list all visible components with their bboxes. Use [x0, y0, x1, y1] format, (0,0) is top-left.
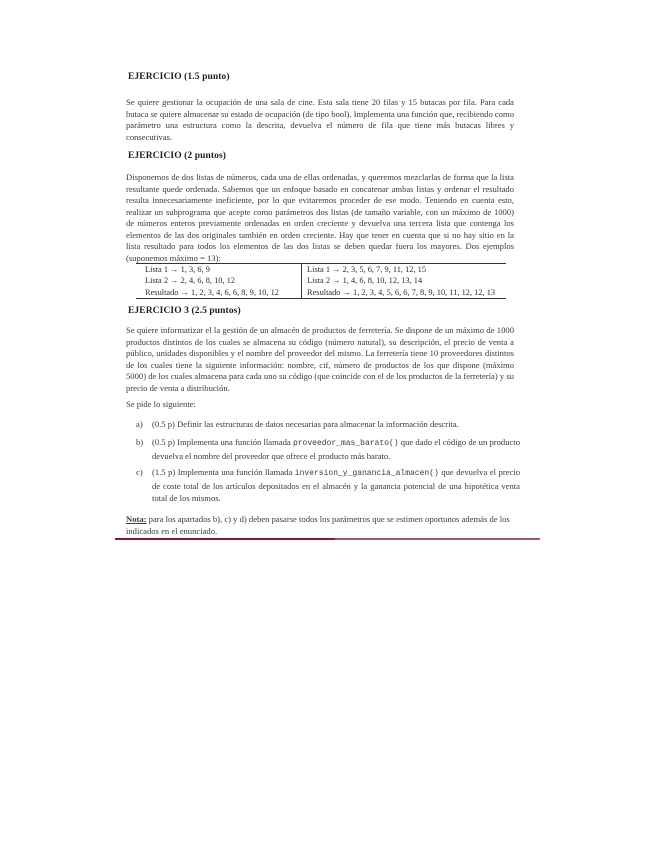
table-cell: Lista 2 → 1, 4, 6, 8, 10, 12, 13, 14 — [307, 276, 423, 286]
item-b — [136, 436, 520, 462]
table-row — [136, 264, 506, 275]
item-a — [136, 418, 520, 430]
item-c-pre: (1.5 p) Implementa una función llamada — [152, 467, 295, 477]
item-a-text: (0.5 p) Definir las estructuras de datos necesarias para almacenar la información descrita. — [152, 419, 459, 429]
exercise-3-text: Se quiere informatizar el la gestión de un almacén de productos de ferretería. Se dispone de un máximo de 1000 productos distintos de los cuales se almacena su código (número natural), su descripción, el precio de venta a público, unidades disponibles y el nombre del proveedor del mismo. La ferretería tiene 10 proveedores distintos de los cuales tiene la siguiente información: nombre, cif, número de productos de los que dispone (máximo 5000) de los cuales almacena para cada uno su código (que coincide con el de los productos de la ferretería) y su precio de venta a distribución. — [126, 325, 514, 393]
exercise-3-intro: Se pide lo siguiente: — [126, 399, 196, 409]
examples-table — [136, 263, 506, 299]
item-c-text — [152, 466, 520, 504]
exercise-2-text: Disponemos de dos listas de números, cada una de ellas ordenadas, y queremos mezclarlas de forma que la lista resultante quede ordenada. Sabemos que un enfoque basado en concatenar ambas listas y ordenar el resultado resulta innecesariamente ineficiente, por lo que evitaremos proceder de ese modo. Teniendo en cuenta esto, realizar un subprograma que acepte como parámetros dos listas (de tamaño variable, con un máximo de 1000) de números enteros previamente ordenadas en orden creciente y devuelva una tercera lista que contenga los elementos de las dos originales también en orden creciente. Hay que tener en cuenta que si no hay sitio en la lista resultado para todos los elementos de las dos listas se deben quedar fuera los mayores. Dos ejemplos (suponemos máximo = 13): — [126, 172, 514, 263]
note-label: Nota: — [126, 514, 147, 524]
table-row — [136, 287, 506, 298]
table-cell: Resultado → 1, 2, 3, 4, 6, 6, 8, 9, 10, 12 — [136, 287, 302, 298]
exercise-3-title: EJERCICIO 3 (2.5 puntos) — [128, 306, 241, 316]
exercise-1-text: Se quiere gestionar la ocupación de una sala de cine. Esta sala tiene 20 filas y 15 butacas por fila. Para cada butaca se quiere almacenar su estado de ocupación (de tipo bool). Implementa una función que, recibiendo como parámetro una estructura como la descrita, devuelva el número de fila que tiene más butacas libres y consecutivas. — [126, 97, 515, 142]
item-b-post: que dado el código de un producto devuelva el nombre del proveedor que ofrece el producto más barato. — [152, 437, 520, 461]
table-cell: Resultado → 1, 2, 3, 4, 5, 6, 6, 7, 8, 9, 10, 11, 12, 12, 13 — [307, 287, 496, 297]
item-c-label: c) — [136, 467, 143, 477]
exercise-1-title: EJERCICIO (1.5 punto) — [128, 72, 230, 82]
exercise-2-title: EJERCICIO (2 puntos) — [128, 151, 227, 161]
footer-rule-right — [335, 538, 540, 540]
function-name-inversion: inversion_y_ganancia_almacen() — [294, 469, 439, 478]
table-cell: Lista 1 → 2, 3, 5, 6, 7, 9, 11, 12, 15 — [307, 265, 427, 274]
item-a-label: a) — [136, 419, 143, 429]
footer-rule-left — [115, 538, 335, 540]
item-c — [136, 466, 520, 504]
item-c-post: que devuelva el precio de coste total de los artículos depositados en el almacén y la ganancia potencial de una hipotética venta total de los mismos. — [152, 467, 520, 503]
item-b-pre: (0.5 p) Implementa una función llamada — [152, 437, 293, 447]
table-row — [136, 275, 506, 286]
item-b-text — [152, 436, 520, 462]
note — [126, 514, 526, 537]
item-b-label: b) — [136, 437, 144, 447]
function-name-proveedor: proveedor_mas_barato() — [292, 439, 399, 448]
table-cell: Lista 1 → 1, 3, 6, 9 — [136, 264, 302, 275]
note-text: para los apartados b), c) y d) deben pasarse todos los parámetros que se estimen oportunos además de los indicados en el enunciado. — [126, 514, 510, 536]
table-cell: Lista 2 → 2, 4, 6, 8, 10, 12 — [136, 275, 302, 286]
